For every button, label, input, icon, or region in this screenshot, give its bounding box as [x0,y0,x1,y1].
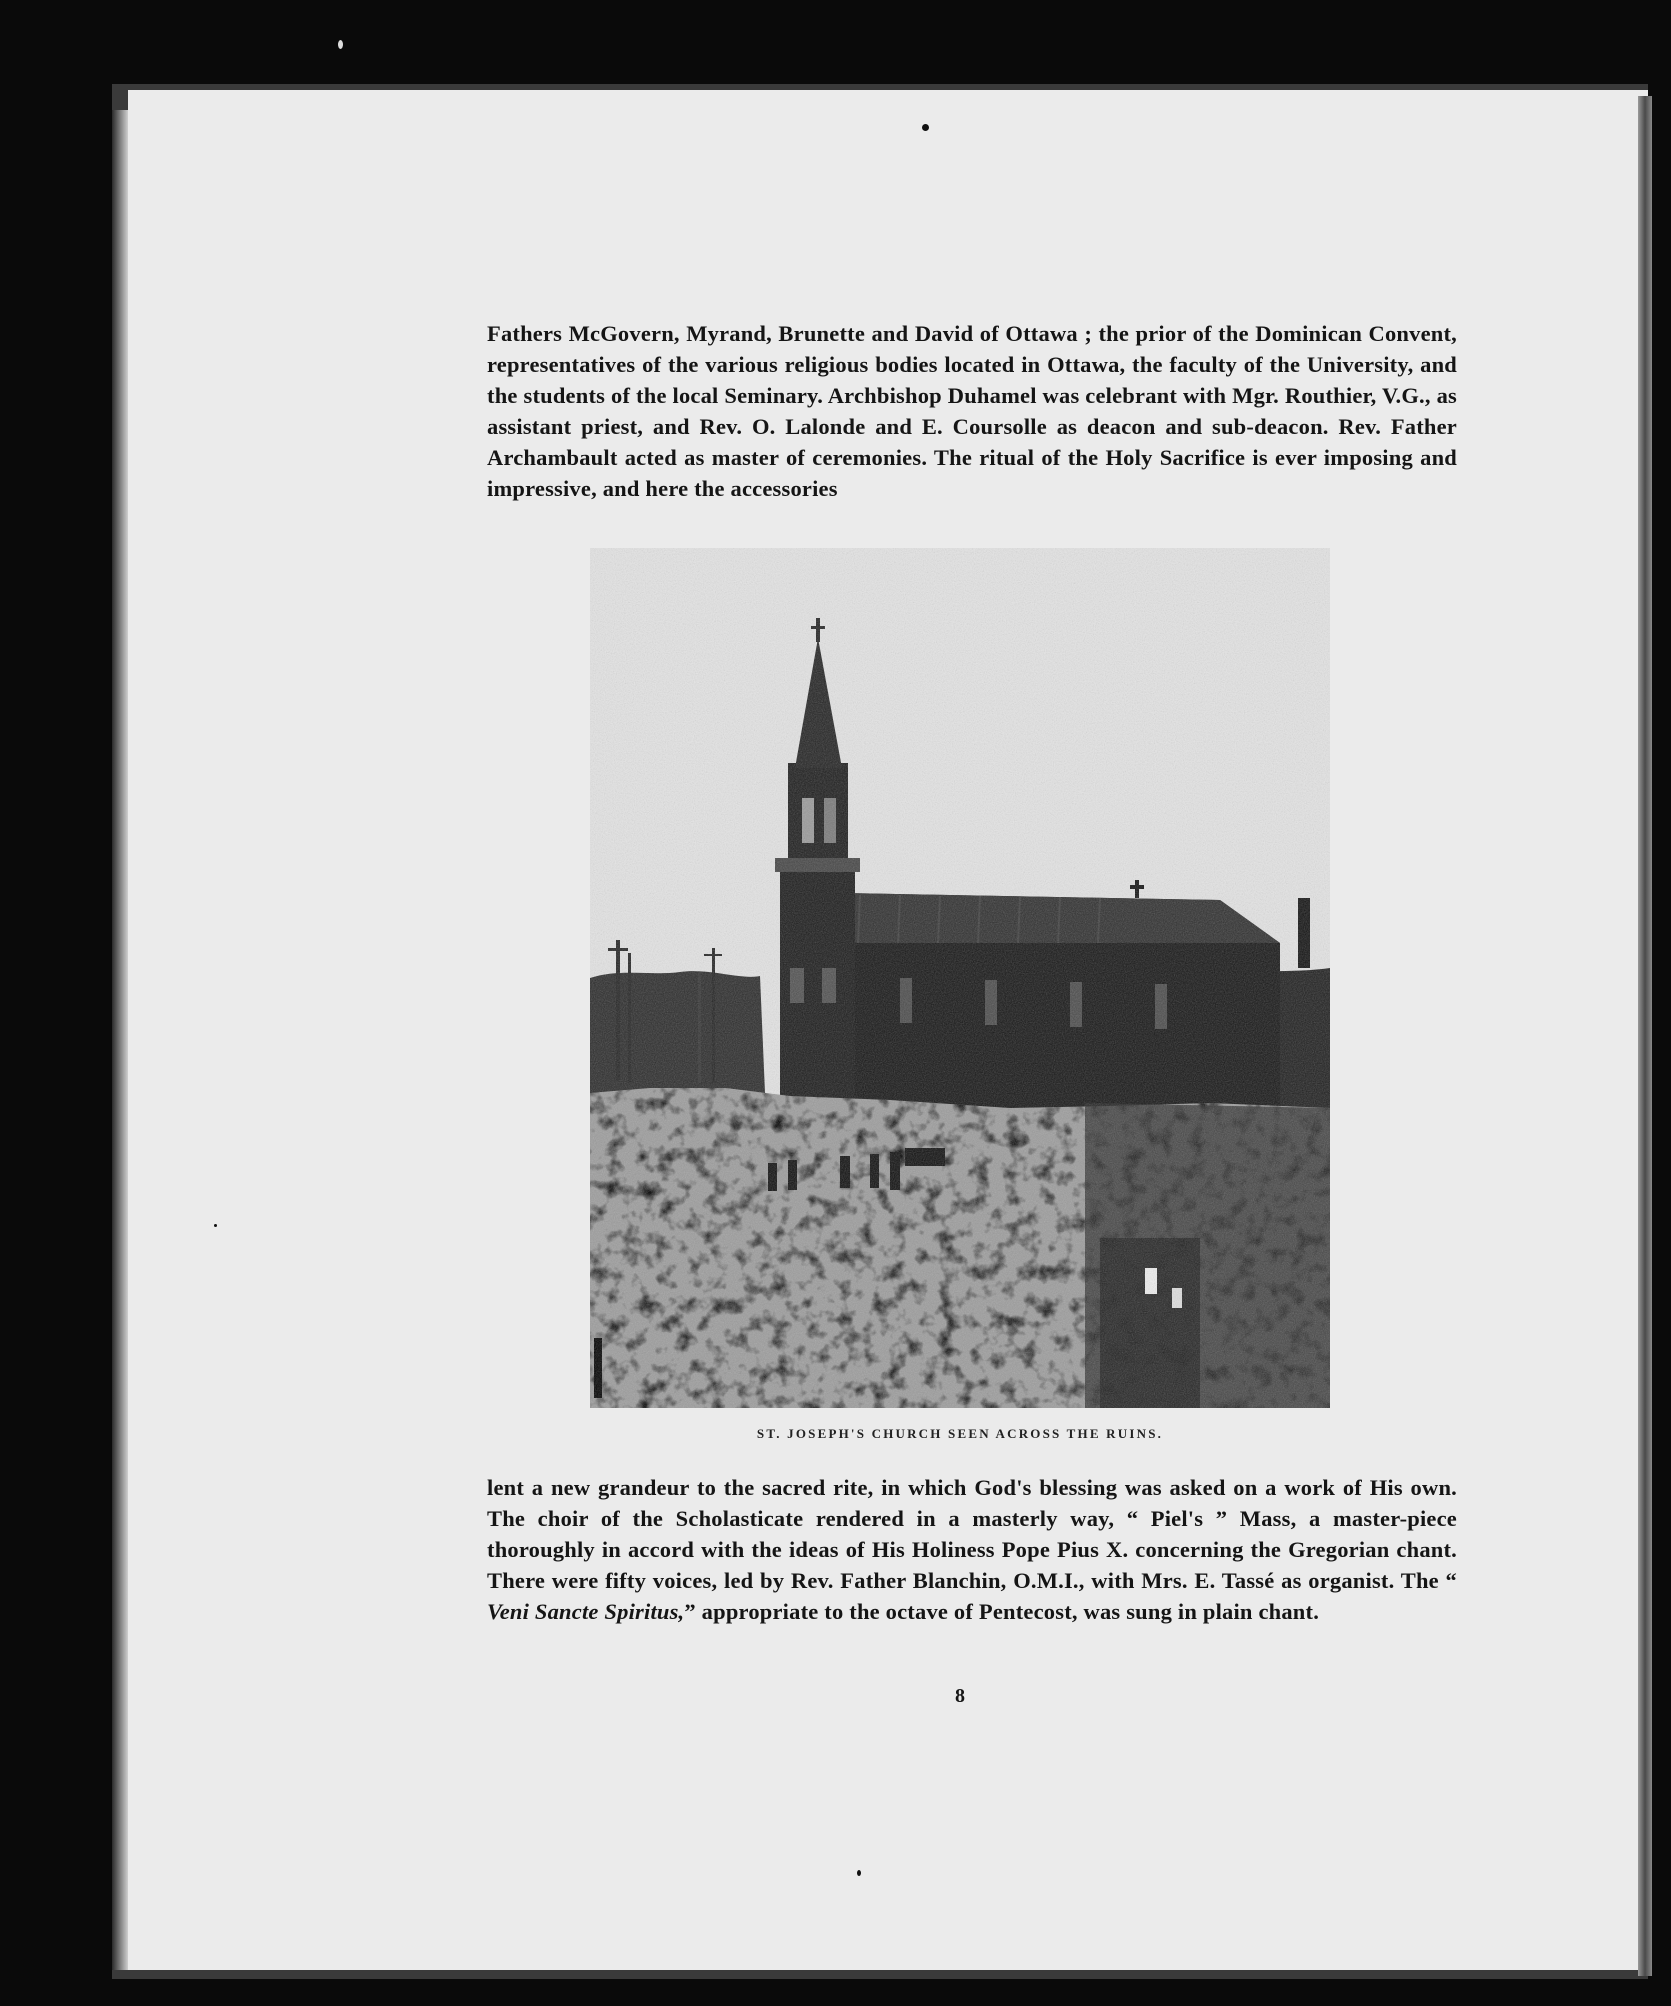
scan-speck [338,40,343,49]
scan-speck [922,124,929,131]
page-fore-edge [1638,96,1652,1976]
page-number: 8 [955,1685,965,1707]
scan-speck [214,1224,217,1227]
page-binding-edge [112,110,128,1970]
church-photograph [590,548,1330,1408]
body-paragraph-bottom [487,1472,1457,1627]
church-photograph-image [590,548,1330,1408]
hymn-title-italic: Veni Sancte Spiritus, [487,1599,685,1624]
paragraph-bottom-text-1: lent a new grandeur to the sacred rite, in which God's blessing was asked on a work of His own. The choir of the Scholasticate rendered in a masterly way, “ Piel's ” Mass, a master-piece thoroughly in accord with the ideas of His Holiness Pope Pius X. concerning the Gregorian chant. There were fifty voices, led by Rev. Father Blanchin, O.M.I., with Mrs. E. Tassé as organist. The “ [487,1475,1457,1593]
photo-caption: ST. JOSEPH'S CHURCH SEEN ACROSS THE RUINS. [756,1426,1164,1441]
paragraph-bottom-text-2: ” appropriate to the octave of Pentecost, was sung in plain chant. [684,1599,1320,1624]
body-paragraph-top: Fathers McGovern, Myrand, Brunette and David of Ottawa ; the prior of the Dominican Convent, representatives of the various religious bodies located in Ottawa, the faculty of the University, and the students of the local Seminary. Archbishop Duhamel was celebrant with Mgr. Routhier, V.G., as assistant priest, and Rev. O. Lalonde and E. Coursolle as deacon and sub-deacon. Rev. Father Archambault acted as master of ceremonies. The ritual of the Holy Sacrifice is ever imposing and impressive, and here the accessories [487,321,1457,501]
scan-speck [857,1870,861,1876]
